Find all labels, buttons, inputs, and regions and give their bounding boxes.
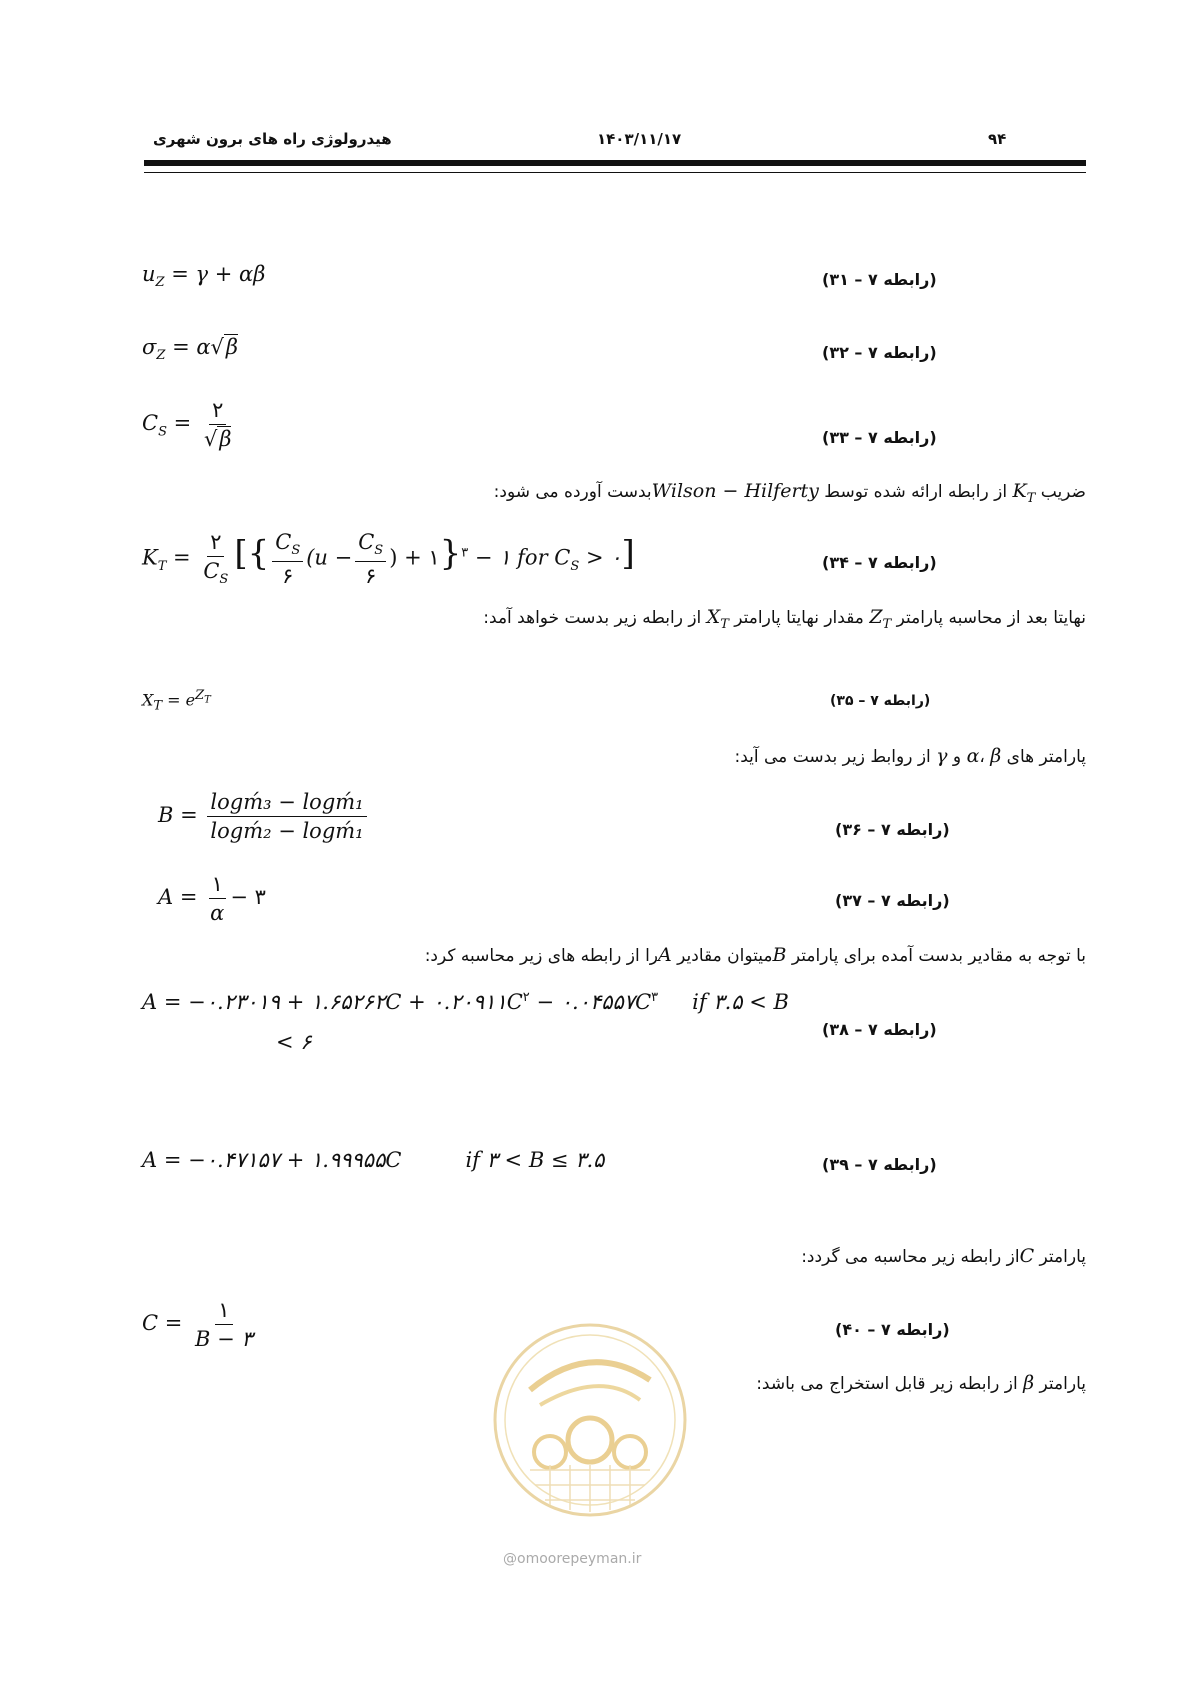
equation-39: A = −۰.۴۷۱۵۷ + ۱.۹۹۹۵۵C if ۳ < B ≤ ۳.۵ — [142, 1148, 605, 1172]
relation-label-38: (رابطه ۷ – ۳۸) — [822, 1020, 937, 1039]
page-number: ۹۴ — [988, 130, 1007, 148]
equation-32: $\sigma_Z = \alpha√\beta$ — [142, 335, 239, 364]
equation-36: B = $\frac{\text{logḿ₃ − logḿ₁}}{\text{logḿ₂ − logḿ₁}}$ — [158, 790, 370, 843]
paragraph-kt-intro: ضریب $K_T$ از رابطه ارائه شده توسط Wilson − Hilfertyبدست آورده می شود: — [493, 480, 1086, 506]
paragraph-beta-intro: پارامتر β از رابطه زیر قابل استخراج می باشد: — [756, 1372, 1086, 1394]
watermark-caption: @omoorepeyman.ir — [503, 1551, 642, 1567]
watermark-logo-icon — [490, 1320, 690, 1520]
relation-label-37: (رابطه ۷ – ۳۷) — [835, 891, 950, 910]
equation-37: A = $\frac{۱}{\alpha}$ − ۳ — [158, 872, 266, 926]
relation-label-31: (رابطه ۷ – ۳۱) — [822, 270, 937, 289]
equation-38-continued: < ۶ — [276, 1030, 312, 1054]
equation-35: $X_T = e^{Z_T}$ — [142, 688, 211, 714]
relation-label-35: (رابطه ۷ – ۳۵) — [830, 693, 931, 709]
relation-label-32: (رابطه ۷ – ۳۲) — [822, 343, 937, 362]
header-date: ۱۴۰۳/۱۱/۱۷ — [597, 130, 682, 148]
equation-31: $u_Z = \gamma + \alpha\beta$ — [142, 262, 266, 291]
paragraph-given-intro: با توجه به مقادیر بدست آمده برای پارامتر Bمیتوان مقادیر Aرا از رابطه های زیر محاسبه کرد: — [424, 944, 1086, 966]
relation-label-33: (رابطه ۷ – ۳۳) — [822, 428, 937, 447]
equation-38: A = −۰.۲۳۰۱۹ + ۱.۶۵۲۶۲C + $۰.۲۰۹۱۱C^۲$ − $۰.۰۴۵۵۷C^۳$ if ۳.۵ < B — [142, 990, 789, 1014]
equation-34: $K_T$ = $\frac{۲}{C_S}$ [{ $\frac{C_S}{۶}$ (u − $\frac{C_S}{۶}$ ) + ۱}$^۳$ − ۱ for $C_S$ > ۰] — [142, 530, 635, 589]
header-rule-thick — [144, 160, 1086, 166]
paragraph-zt-intro: نهایتا بعد از محاسبه پارامتر $Z_T$ مقدار نهایتا پارامتر $X_T$ از رابطه زیر بدست خواهد آمد: — [483, 606, 1086, 632]
header-title: هیدرولوژی راه های برون شهری — [153, 130, 392, 148]
header-rule-thin — [144, 172, 1086, 173]
relation-label-36: (رابطه ۷ – ۳۶) — [835, 820, 950, 839]
paragraph-params-intro: پارامتر های α، β و γ از روابط زیر بدست می آید: — [734, 745, 1086, 767]
equation-33: $C_S$ = $\frac{۲}{√\beta}$ — [142, 398, 232, 452]
relation-label-40: (رابطه ۷ – ۴۰) — [835, 1320, 950, 1339]
equation-40: C = $\frac{۱}{B - ۳}$ — [142, 1298, 253, 1352]
relation-label-39: (رابطه ۷ – ۳۹) — [822, 1155, 937, 1174]
relation-label-34: (رابطه ۷ – ۳۴) — [822, 553, 937, 572]
paragraph-c-intro: پارامتر Cاز رابطه زیر محاسبه می گردد: — [801, 1245, 1086, 1267]
